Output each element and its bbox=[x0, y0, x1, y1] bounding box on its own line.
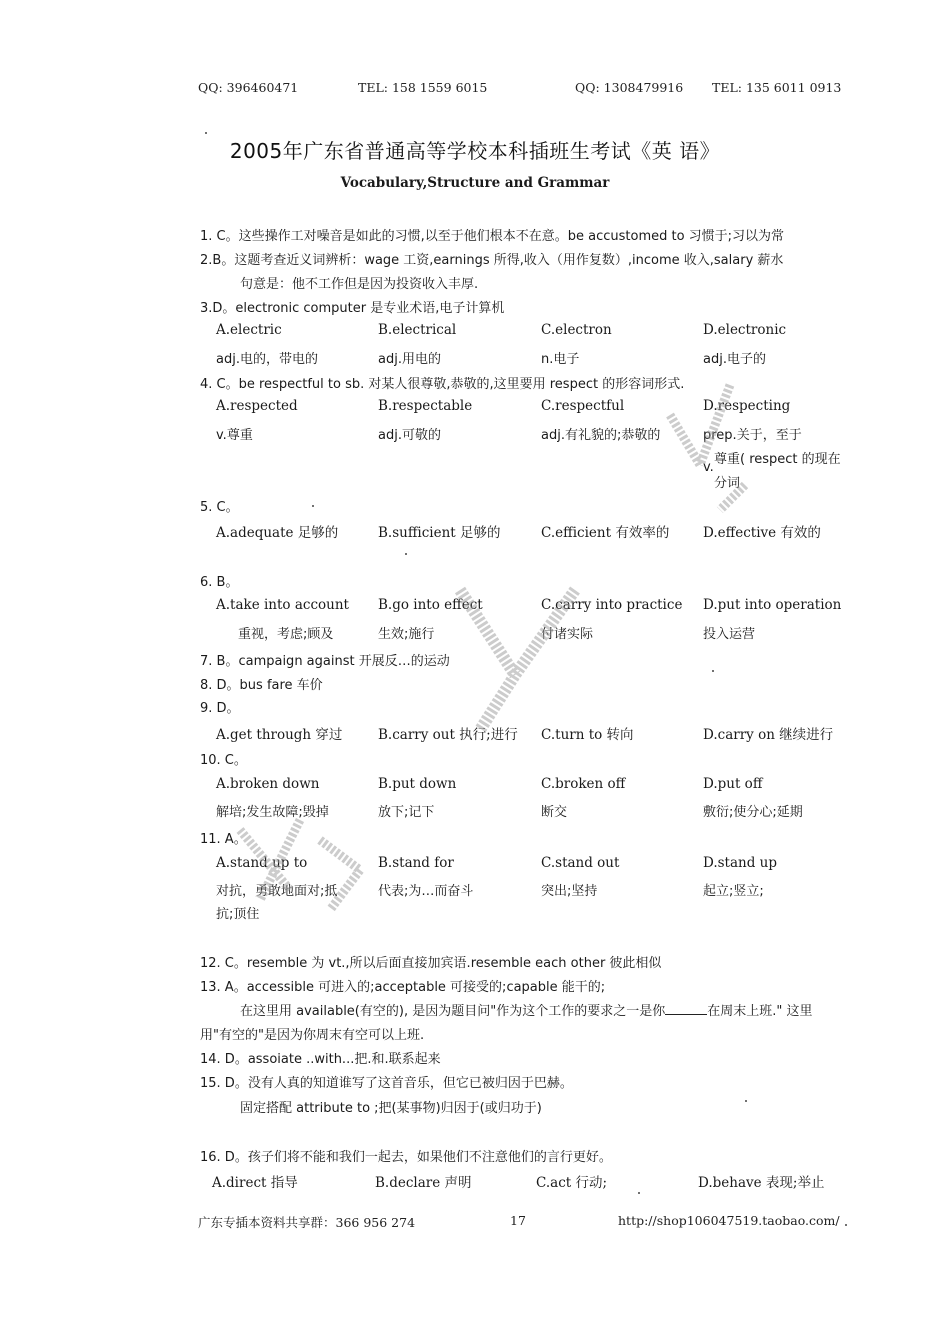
watermark-mark bbox=[440, 580, 600, 740]
q11-meaning-d: 起立;竖立; bbox=[703, 884, 764, 899]
answer-16: 16. D。孩子们将不能和我们一起去，如果他们不注意他们的言行更好。 bbox=[200, 1150, 612, 1165]
answer-15-note: 固定搭配 attribute to ;把(某事物)归因于(或归功于) bbox=[240, 1101, 542, 1116]
answer-11: 11. A。 bbox=[200, 832, 247, 847]
answer-6: 6. B。 bbox=[200, 575, 239, 590]
answer-13-note-1-text: 在这里用 available(有空的), 是因为题目问"作为这个工作的要求之一是你 bbox=[240, 1004, 666, 1019]
q5-option-b: B.sufficient 足够的 bbox=[378, 525, 501, 541]
scan-speck bbox=[638, 1192, 640, 1194]
footer-url: http://shop106047519.taobao.com/ bbox=[618, 1213, 840, 1228]
q11-option-d: D.stand up bbox=[703, 855, 777, 871]
q10-option-b: B.put down bbox=[378, 776, 457, 792]
watermark-mark-2 bbox=[660, 375, 780, 515]
q6-option-b: B.go into effect bbox=[378, 597, 483, 613]
scan-speck bbox=[712, 670, 714, 672]
answer-blank bbox=[665, 1002, 707, 1015]
q11-option-c: C.stand out bbox=[541, 855, 620, 871]
q6-meaning-b: 生效;施行 bbox=[378, 627, 435, 642]
answer-8: 8. D。bus fare 车价 bbox=[200, 678, 323, 693]
q4-meaning-d-4: 分词 bbox=[714, 476, 741, 491]
q10-meaning-a: 解培;发生故障;毁掉 bbox=[216, 805, 329, 820]
scan-speck bbox=[745, 1100, 747, 1102]
q9-option-c: C.turn to 转向 bbox=[541, 727, 634, 743]
q10-option-a: A.broken down bbox=[216, 776, 320, 792]
q11-meaning-c: 突出;坚持 bbox=[541, 884, 598, 899]
q4-meaning-d-1: prep.关于，至于 bbox=[703, 428, 802, 443]
watermark-mark-3 bbox=[230, 810, 380, 940]
q6-meaning-d: 投入运营 bbox=[703, 627, 756, 642]
answer-15: 15. D。没有人真的知道谁写了这首音乐，但它已被归因于巴赫。 bbox=[200, 1076, 573, 1091]
answer-7: 7. B。campaign against 开展反…的运动 bbox=[200, 654, 450, 669]
q4-option-b: B.respectable bbox=[378, 398, 473, 414]
footer-group: 广东专插本资料共享群：366 956 274 bbox=[198, 1215, 416, 1230]
q10-meaning-d: 敷衍;使分心;延期 bbox=[703, 805, 803, 820]
q9-option-a: A.get through 穿过 bbox=[216, 727, 343, 743]
answer-10: 10. C。 bbox=[200, 753, 247, 768]
page-title: 2005年广东省普通高等学校本科插班生考试《英 语》 bbox=[229, 139, 721, 163]
q4-option-a: A.respected bbox=[216, 398, 298, 414]
q3-option-c: C.electron bbox=[541, 322, 612, 338]
q6-meaning-c: 付诸实际 bbox=[541, 627, 594, 642]
scan-speck bbox=[312, 505, 314, 507]
answer-13-note-2: 用"有空的"是因为你周末有空可以上班. bbox=[200, 1028, 425, 1043]
q3-meaning-a: adj.电的，带电的 bbox=[216, 352, 318, 367]
page-number: 17 bbox=[510, 1213, 526, 1228]
q6-meaning-a: 重视，考虑;顾及 bbox=[238, 627, 334, 642]
q4-option-c: C.respectful bbox=[541, 398, 625, 414]
q6-option-d: D.put into operation bbox=[703, 597, 842, 613]
answer-2-note: 句意是：他不工作但是因为投资收入丰厚. bbox=[240, 277, 479, 292]
answer-2: 2.B。这题考查近义词辨析：wage 工资,earnings 所得,收入（用作复数）,income 收入,salary 薪水 bbox=[200, 253, 784, 268]
q16-option-b: B.declare 声明 bbox=[375, 1175, 472, 1191]
q4-option-d: D.respecting bbox=[703, 398, 791, 414]
answer-9: 9. D。 bbox=[200, 701, 240, 716]
q11-option-b: B.stand for bbox=[378, 855, 454, 871]
scan-speck bbox=[405, 553, 407, 555]
q3-meaning-d: adj.电子的 bbox=[703, 352, 766, 367]
answer-13-note-1 bbox=[240, 1000, 812, 1019]
scan-speck bbox=[205, 132, 207, 134]
q10-meaning-c: 断交 bbox=[541, 805, 568, 820]
answer-12: 12. C。resemble 为 vt.,所以后面直接加宾语.resemble each other 彼此相似 bbox=[200, 956, 662, 971]
q11-meaning-a: 对抗，勇敢地面对;抵 bbox=[216, 884, 338, 899]
header-qq-1: QQ: 396460471 bbox=[198, 80, 299, 95]
header-tel-1: TEL: 158 1559 6015 bbox=[358, 80, 488, 95]
answer-14: 14. D。assoiate ..with...把.和.联系起来 bbox=[200, 1052, 441, 1067]
section-subtitle: Vocabulary,Structure and Grammar bbox=[340, 175, 610, 191]
q3-option-b: B.electrical bbox=[378, 322, 457, 338]
header-qq-2: QQ: 1308479916 bbox=[575, 80, 684, 95]
q10-option-c: C.broken off bbox=[541, 776, 626, 792]
q4-meaning-a: v.尊重 bbox=[216, 428, 253, 443]
q9-option-d: D.carry on 继续进行 bbox=[703, 727, 834, 743]
q11-meaning-a-cont: 抗;顶住 bbox=[216, 907, 260, 922]
q3-meaning-b: adj.用电的 bbox=[378, 352, 441, 367]
q16-option-a: A.direct 指导 bbox=[212, 1175, 298, 1191]
answer-3: 3.D。electronic computer 是专业术语,电子计算机 bbox=[200, 301, 505, 316]
q3-option-d: D.electronic bbox=[703, 322, 787, 338]
q3-meaning-c: n.电子 bbox=[541, 352, 580, 367]
q11-meaning-b: 代表;为…而奋斗 bbox=[378, 884, 474, 899]
answer-5: 5. C。 bbox=[200, 500, 239, 515]
q16-option-d: D.behave 表现;举止 bbox=[698, 1175, 825, 1191]
q16-option-c: C.act 行动; bbox=[536, 1175, 608, 1191]
answer-13-note-1-end: 在周末上班." 这里 bbox=[707, 1004, 813, 1019]
q11-option-a: A.stand up to bbox=[216, 855, 308, 871]
answer-1: 1. C。这些操作工对噪音是如此的习惯,以至于他们根本不在意。be accustomed to 习惯于;习以为常 bbox=[200, 229, 785, 244]
q4-meaning-b: adj.可敬的 bbox=[378, 428, 441, 443]
q3-option-a: A.electric bbox=[216, 322, 282, 338]
scan-speck bbox=[845, 1224, 847, 1226]
q4-meaning-d-3: v. bbox=[703, 460, 714, 475]
header-tel-2: TEL: 135 6011 0913 bbox=[712, 80, 842, 95]
q4-meaning-d-2: 尊重( respect 的现在 bbox=[714, 452, 841, 467]
q9-option-b: B.carry out 执行;进行 bbox=[378, 727, 518, 743]
answer-4: 4. C。be respectful to sb. 对某人很尊敬,恭敬的,这里要用 respect 的形容词形式. bbox=[200, 377, 685, 392]
q5-option-c: C.efficient 有效率的 bbox=[541, 525, 670, 541]
q6-option-a: A.take into account bbox=[216, 597, 349, 613]
q5-option-d: D.effective 有效的 bbox=[703, 525, 821, 541]
q10-option-d: D.put off bbox=[703, 776, 763, 792]
q6-option-c: C.carry into practice bbox=[541, 597, 683, 613]
q4-meaning-c: adj.有礼貌的;恭敬的 bbox=[541, 428, 661, 443]
answer-13: 13. A。accessible 可进入的;acceptable 可接受的;capable 能干的; bbox=[200, 980, 606, 995]
q10-meaning-b: 放下;记下 bbox=[378, 805, 435, 820]
q5-option-a: A.adequate 足够的 bbox=[216, 525, 339, 541]
